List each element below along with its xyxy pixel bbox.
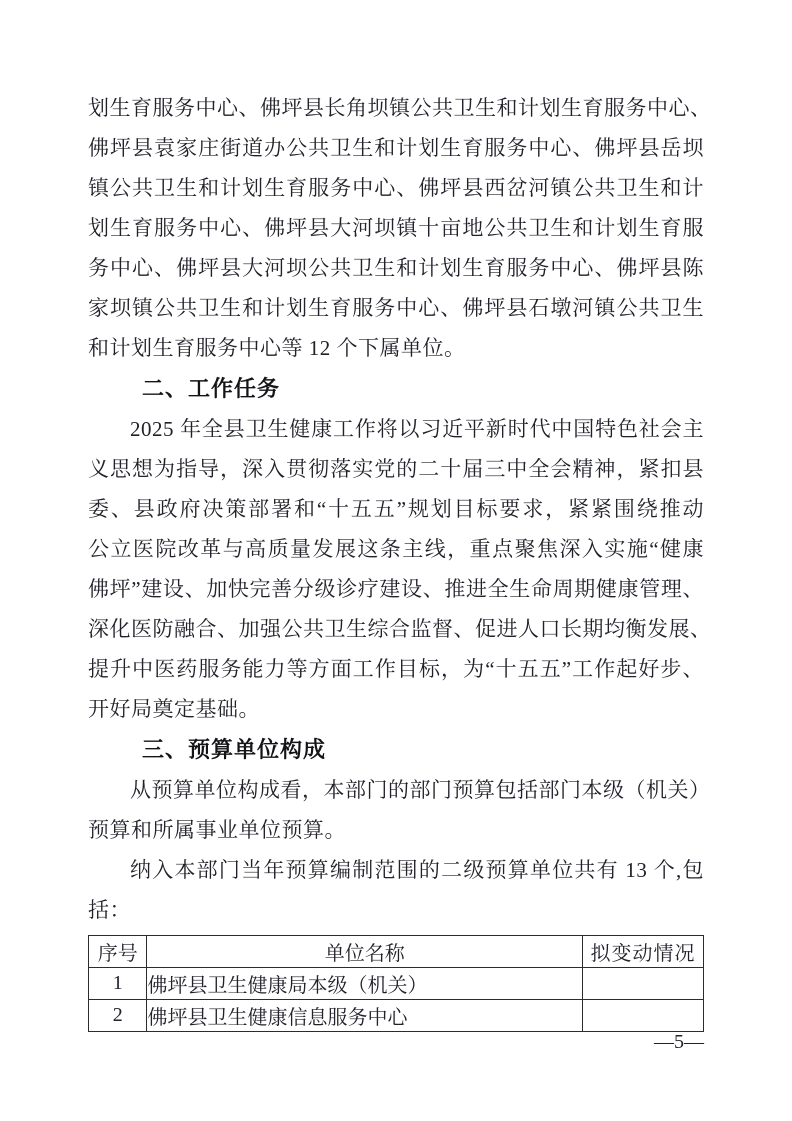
text-line: 括： (88, 898, 131, 922)
text-line: 公立医院改革与高质量发展这条主线，重点聚焦深入实施“健康 (88, 537, 704, 561)
text-line: 从预算单位构成看，本部门的部门预算包括部门本级（机关） (130, 778, 711, 802)
column-header-name: 单位名称 (147, 936, 583, 968)
text-line: 2025 年全县卫生健康工作将以习近平新时代中国特色社会主 (130, 417, 704, 441)
paragraph-budget-composition (88, 770, 711, 850)
table-header-row (89, 936, 704, 968)
text-line: 划生育服务中心、佛坪县长角坝镇公共卫生和计划生育服务中心、 (88, 96, 712, 120)
budget-units-table (88, 935, 704, 1032)
cell-name: 佛坪县卫生健康局本级（机关） (147, 968, 583, 1000)
section-heading-budget-units: 三、预算单位构成 (142, 737, 327, 762)
cell-change (583, 1000, 704, 1032)
text-line: 深化医防融合、加强公共卫生综合监督、促进人口长期均衡发展、 (88, 617, 712, 641)
text-line: 划生育服务中心、佛坪县大河坝镇十亩地公共卫生和计划生育服 (88, 216, 704, 240)
column-header-index: 序号 (89, 936, 147, 968)
paragraph-budget-scope (88, 850, 704, 930)
cell-change (583, 968, 704, 1000)
column-header-change: 拟变动情况 (583, 936, 704, 968)
text-line: 家坝镇公共卫生和计划生育服务中心、佛坪县石墩河镇公共卫生 (88, 296, 704, 320)
text-line: 镇公共卫生和计划生育服务中心、佛坪县西岔河镇公共卫生和计 (88, 176, 704, 200)
paragraph-work-tasks (88, 409, 712, 729)
paragraph-subordinate-units (88, 88, 712, 368)
cell-name: 佛坪县卫生健康信息服务中心 (147, 1000, 583, 1032)
text-line: 预算和所属事业单位预算。 (88, 818, 346, 842)
text-line: 纳入本部门当年预算编制范围的二级预算单位共有 13 个,包 (130, 858, 704, 882)
cell-index: 1 (89, 968, 147, 1000)
cell-index: 2 (89, 1000, 147, 1032)
document-body (88, 88, 712, 1032)
text-line: 提升中医药服务能力等方面工作目标，为“十五五”工作起好步、 (88, 657, 704, 681)
text-line: 义思想为指导，深入贯彻落实党的二十届三中全会精神，紧扣县 (88, 457, 704, 481)
text-line: 佛坪县袁家庄街道办公共卫生和计划生育服务中心、佛坪县岳坝 (88, 136, 704, 160)
text-line: 务中心、佛坪县大河坝公共卫生和计划生育服务中心、佛坪县陈 (88, 256, 704, 280)
text-line: 和计划生育服务中心等 12 个下属单位。 (88, 336, 466, 360)
text-line: 开好局奠定基础。 (88, 697, 260, 721)
table-row (89, 1000, 704, 1032)
section-heading-work-tasks: 二、工作任务 (142, 376, 281, 401)
text-line: 委、县政府决策部署和“十五五”规划目标要求，紧紧围绕推动 (88, 497, 704, 521)
table-row (89, 968, 704, 1000)
text-line: 佛坪”建设、加快完善分级诊疗建设、推进全生命周期健康管理、 (88, 577, 704, 601)
page-number: —5— (654, 1031, 704, 1053)
